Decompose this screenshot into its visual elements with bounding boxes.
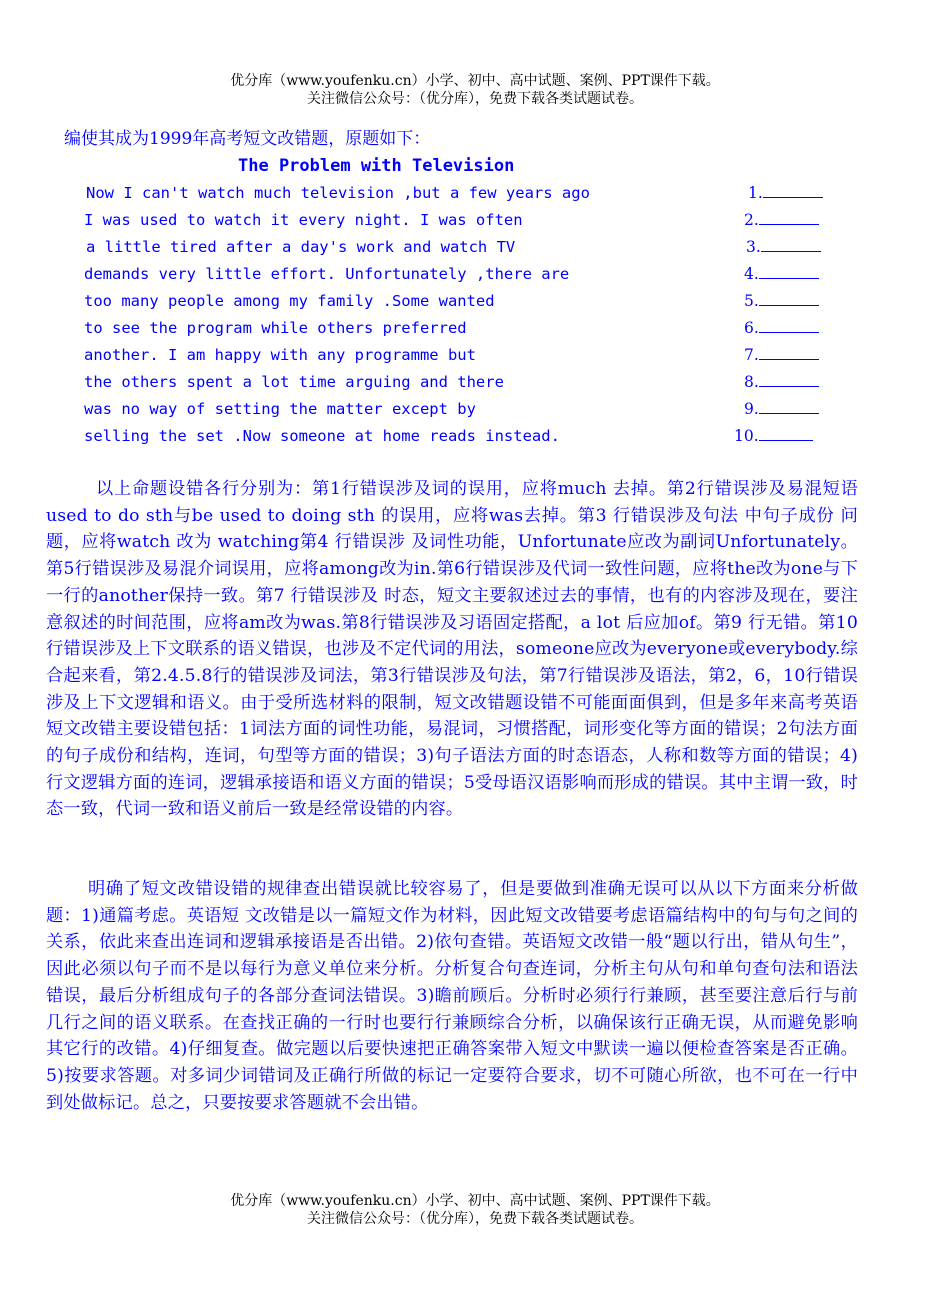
passage-line-5: too many people among my family .Some wanted bbox=[84, 292, 495, 310]
answer-blank-2 bbox=[759, 210, 819, 225]
answer-slot-7 bbox=[744, 345, 819, 365]
passage-line-8: the others spent a lot time arguing and there bbox=[84, 373, 504, 391]
passage-line-1: Now I can't watch much television ,but a few years ago bbox=[86, 184, 590, 202]
answer-slot-1 bbox=[748, 183, 823, 203]
answer-number-9: 9. bbox=[744, 400, 759, 418]
page-footer bbox=[0, 1192, 950, 1228]
answer-blank-3 bbox=[761, 237, 821, 252]
header-line-2: 关注微信公众号：（优分库），免费下载各类试题试卷。 bbox=[307, 91, 643, 107]
answer-blank-9 bbox=[759, 399, 819, 414]
passage-title: The Problem with Television bbox=[238, 156, 515, 176]
page-header bbox=[0, 72, 950, 108]
answer-number-1: 1. bbox=[748, 184, 763, 202]
passage-line-9: was no way of setting the matter except by bbox=[84, 400, 476, 418]
answer-number-3: 3. bbox=[746, 238, 761, 256]
answer-number-4: 4. bbox=[744, 265, 759, 283]
analysis-paragraph: 以上命题设错各行分别为：第1行错误涉及词的误用，应将much 去掉。第2行错误涉及易混短语used to do sth与be used to doing sth 的误用，应将was去掉。第3 行错误涉及句法 中句子成份 问题，应将watch 改为 watching第4 行错误涉 及词性功能，Unfortunate应改为副词Unfortunately。第5行错误涉及易混介词误用，应将among改为in.第6行错误涉及代词一致性问题，应将the改为one与下一行的another保持一致。第7 行错误涉及 时态，短文主要叙述过去的事情，也有的内容涉及现在，要注意叙述的时间范围，应将am改为was.第8行错误涉及习语固定搭配，a lot 后应加of。第9 行无错。第10 行错误涉及上下文联系的语义错误，也涉及不定代词的用法，someone应改为everyone或everybody.综合起来看，第2.4.5.8行的错误涉及词法，第3行错误涉及句法，第7行错误涉及语法，第2，6，10行错误涉及上下文逻辑和语义。由于受所选材料的限制，短文改错题设错不可能面面俱到，但是多年来高考英语短文改错主要设错包括：1词法方面的词性功能，易混词，习惯搭配，词形变化等方面的错误；2句法方面的句子成份和结构，连词，句型等方面的错误；3)句子语法方面的时态语态，人称和数等方面的错误；4)行文逻辑方面的连词，逻辑承接语和语义方面的错误；5受母语汉语影响而形成的错误。其中主谓一致，时态一致，代词一致和语义前后一致是经常设错的内容。 bbox=[46, 479, 858, 820]
answer-slot-6 bbox=[744, 318, 819, 338]
answer-number-6: 6. bbox=[744, 319, 759, 337]
header-line-1: 优分库（www.youfenku.cn）小学、初中、高中试题、案例、PPT课件下载。 bbox=[230, 73, 720, 89]
method-paragraph: 明确了短文改错设错的规律查出错误就比较容易了，但是要做到准确无误可以从以下方面来分析做题：1)通篇考虑。英语短 文改错是以一篇短文作为材料，因此短文改错要考虑语篇结构中的句与句之间的关系，依此来查出连词和逻辑承接语是否出错。2)依句查错。英语短文改错一般“题以行出，错从句生”，因此必须以句子而不是以每行为意义单位来分析。分析复合句查连词，分析主句从句和单句查句法和语法错误，最后分析组成句子的各部分查词法错误。3)瞻前顾后。分析时必须行行兼顾，甚至要注意后行与前几行之间的语义联系。在查找正确的一行时也要行行兼顾综合分析，以确保该行正确无误，从而避免影响其它行的改错。4)仔细复查。做完题以后要快速把正确答案带入短文中默读一遍以便检查答案是否正确。5)按要求答题。对多词少词错词及正确行所做的标记一定要符合要求，切不可随心所欲，也不可在一行中到处做标记。总之，只要按要求答题就不会出错。 bbox=[46, 879, 858, 1113]
answer-slot-8 bbox=[744, 372, 819, 392]
answer-slot-4 bbox=[744, 264, 819, 284]
answer-number-5: 5. bbox=[744, 292, 759, 310]
footer-line-2: 关注微信公众号：（优分库），免费下载各类试题试卷。 bbox=[307, 1211, 643, 1227]
answer-blank-1 bbox=[763, 183, 823, 198]
answer-slot-10 bbox=[734, 426, 813, 446]
intro-text: 编使其成为1999年高考短文改错题，原题如下： bbox=[64, 129, 431, 149]
answer-blank-4 bbox=[759, 264, 819, 279]
answer-number-8: 8. bbox=[744, 373, 759, 391]
answer-number-2: 2. bbox=[744, 211, 759, 229]
passage-line-10: selling the set .Now someone at home reads instead. bbox=[84, 427, 560, 445]
answer-blank-8 bbox=[759, 372, 819, 387]
answer-slot-5 bbox=[744, 291, 819, 311]
answer-slot-9 bbox=[744, 399, 819, 419]
answer-blank-10 bbox=[759, 426, 813, 441]
answer-slot-3 bbox=[746, 237, 821, 257]
passage-line-4: demands very little effort. Unfortunately ,there are bbox=[84, 265, 570, 283]
answer-slot-2 bbox=[744, 210, 819, 230]
footer-line-1: 优分库（www.youfenku.cn）小学、初中、高中试题、案例、PPT课件下载。 bbox=[230, 1193, 720, 1209]
answer-number-7: 7. bbox=[744, 346, 759, 364]
passage-line-2: I was used to watch it every night. I was often bbox=[84, 211, 523, 229]
passage-line-7: another. I am happy with any programme but bbox=[84, 346, 476, 364]
answer-blank-7 bbox=[759, 345, 819, 360]
passage-line-6: to see the program while others preferred bbox=[84, 319, 467, 337]
answer-blank-6 bbox=[759, 318, 819, 333]
passage-line-3: a little tired after a day's work and watch TV bbox=[86, 238, 516, 256]
answer-blank-5 bbox=[759, 291, 819, 306]
answer-number-10: 10. bbox=[734, 427, 759, 445]
